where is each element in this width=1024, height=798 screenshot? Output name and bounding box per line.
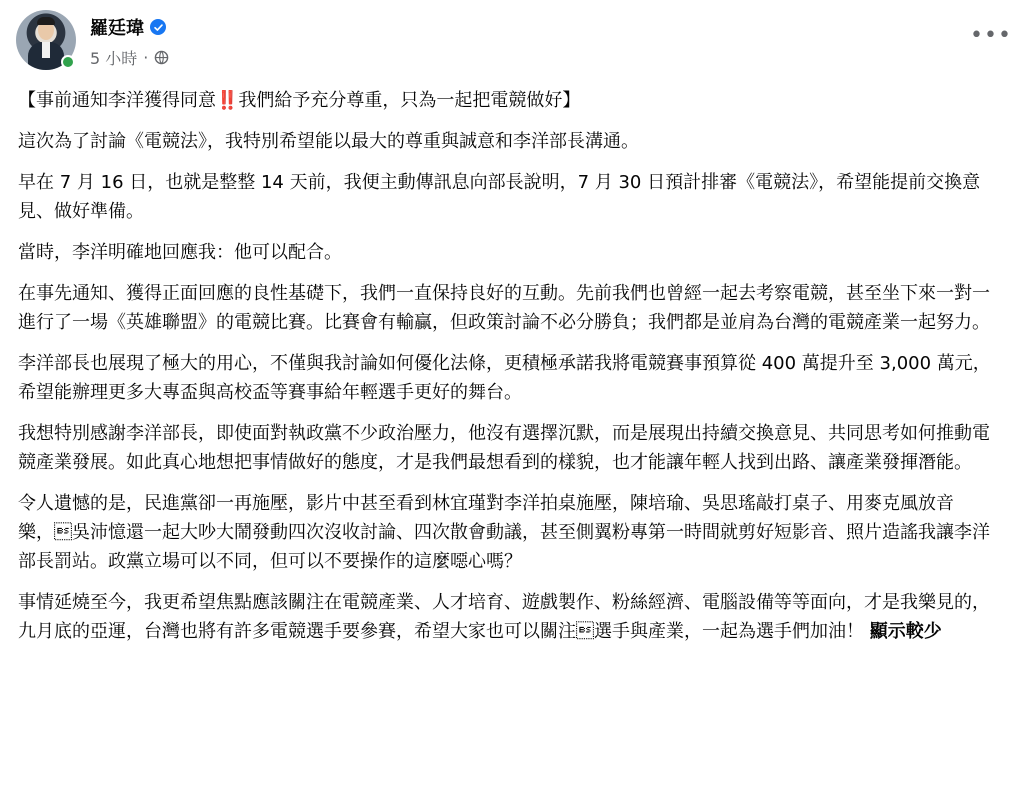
globe-public-icon [154,50,169,65]
post-paragraph: 李洋部長也展現了極大的用心，不僅與我討論如何優化法條，更積極承諾我將電競賽事預算從 400 萬提升至 3,000 萬元，希望能辦理更多大專盃與高校盃等賽事給年輕選手更好的舞台。 [18,353,991,403]
post-paragraph: 令人遺憾的是，民進黨卻一再施壓，影片中甚至看到林宜瑾對李洋拍桌施壓，陳培瑜、吳思瑤敲打桌子、用麥克風放音樂，吳沛憶還一起大吵大鬧發動四次沒收討論、四次散會動議，甚至側翼粉專第一時間就剪好短影音、照片造謠我讓李洋部長罰站。政黨立場可以不同，但可以不要操作的這麼噁心嗎？ [18,493,990,572]
author-name[interactable]: 羅廷瑋 [90,18,144,39]
author-line [90,14,166,40]
see-less-link[interactable]: 顯示較少 [869,621,942,642]
online-status-dot [61,55,75,69]
post-paragraph: 在事先通知、獲得正面回應的良性基礎下，我們一直保持良好的互動。先前我們也曾經一起去考察電競，甚至坐下來一對一進行了一場《英雄聯盟》的電競比賽。比賽會有輸贏，但政策討論不必分勝負；我們都是並肩為台灣的電競產業一起努力。 [18,283,990,333]
post-timestamp[interactable]: 5 小時 [90,49,138,68]
post-title-start: 【事前通知李洋獲得同意 [18,90,216,111]
post-last-paragraph [18,588,1004,646]
post-title [18,86,1004,115]
author-avatar[interactable] [16,10,76,70]
post-header [16,10,1012,80]
more-options-button[interactable] [970,23,1012,48]
double-exclamation-icon: ‼️ [216,90,239,111]
post-paragraph-text: 事情延燒至今，我更希望焦點應該關注在電競產業、人才培育、遊戲製作、粉絲經濟、電腦設備等等面向，才是我樂見的，九月底的亞運，台灣也將有許多電競選手要參賽，希望大家也可以關注選手與產業，一起為選手們加油！ [18,592,990,642]
more-options-icon: ••• [970,23,1012,48]
post-paragraph: 我想特別感謝李洋部長，即使面對執政黨不少政治壓力，他沒有選擇沉默，而是展現出持續交換意見、共同思考如何推動電競產業發展。如此真心地想把事情做好的態度，才是我們最想看到的樣貌，也才能讓年輕人找到出路、讓產業發揮潛能。 [18,423,990,473]
post-body [18,86,1004,658]
post-paragraph: 早在 7 月 16 日，也就是整整 14 天前，我便主動傳訊息向部長說明，7 月 30 日預計排審《電競法》，希望能提前交換意見、做好準備。 [18,172,981,222]
verified-badge-icon [150,19,166,35]
post-paragraph: 當時，李洋明確地回應我：他可以配合。 [18,242,342,263]
post-meta [90,46,169,69]
post-paragraph: 這次為了討論《電競法》，我特別希望能以最大的尊重與誠意和李洋部長溝通。 [18,131,639,152]
meta-separator: · [143,48,149,67]
post-title-end: 我們給予充分尊重，只為一起把電競做好】 [238,90,581,111]
